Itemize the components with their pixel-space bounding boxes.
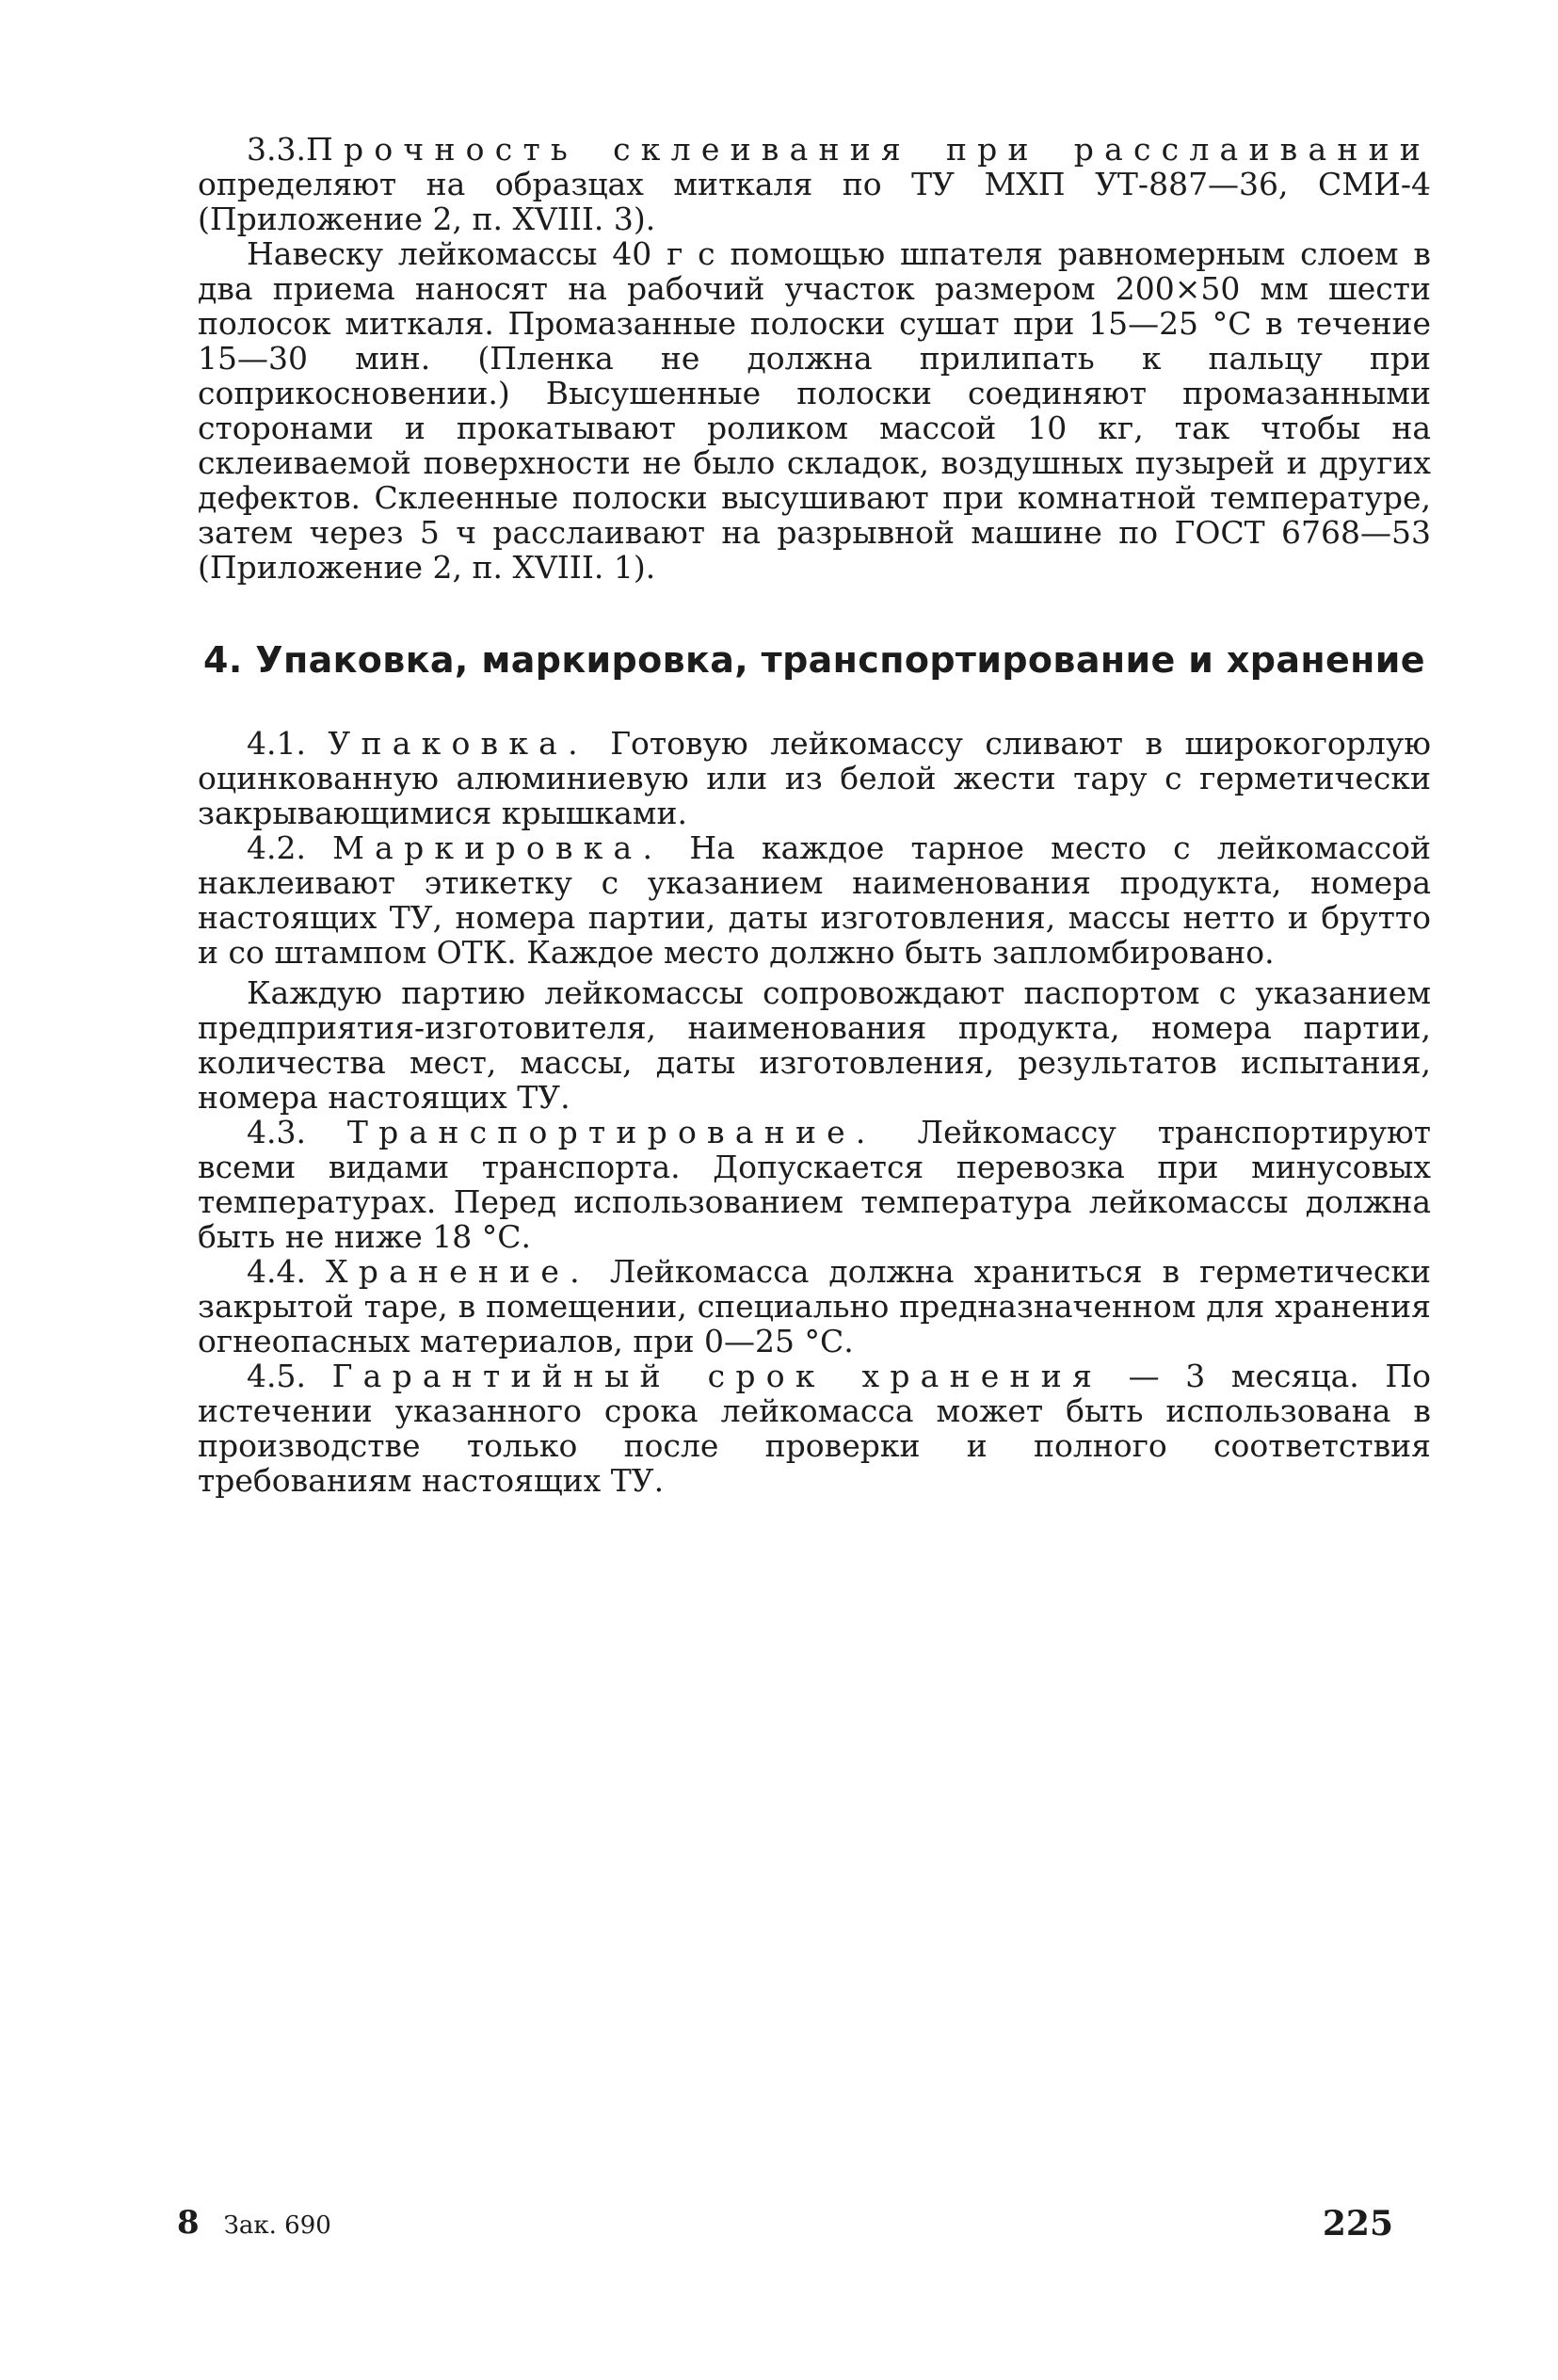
paragraph-4-5 [198,1359,1431,1498]
paragraph-passport: Каждую партию лейкомассы сопровождают паспортом с указанием предприятия-изготовителя, наименования продукта, номера партии, количества мест, массы, даты изготовления, результатов испытания, номера настоящих ТУ. [198,974,1431,1116]
clause-title: Маркировка. [332,829,664,866]
clause-number: 4.3. [247,1114,306,1150]
clause-text: Лейкомассу транспортируют всеми видами транспорта. Допускается перевозка при минусовых температурах. Перед использованием температура лейкомассы должна быть не ниже 18 °С. [198,1114,1431,1255]
paragraph-4-3 [198,1115,1431,1254]
clause-number: 4.5. [247,1358,306,1394]
clause-text: Готовую лейкомассу сливают в широкогорлую оцинкованную алюминиевую или из белой жести тару с герметически закрывающимися крышками. [198,725,1431,831]
clause-number: 3.3. [247,131,306,168]
clause-title: Прочность склеивания при расслаивании [305,131,1431,168]
document-page [198,132,1431,1498]
clause-number: 4.1. [247,725,306,762]
paragraph-3-3-method: Навеску лейкомассы 40 г с помощью шпателя равномерным слоем в два приема наносят на рабочий участок размером 200×50 мм шести полосок миткаля. Промазанные полоски сушат при 15—25 °С в течение 15—30 мин. (Пленка не должна прилипать к пальцу при соприкосновении.) Высушенные полоски соединяют промазанными сторонами и прокатывают роликом массой 10 кг, так чтобы на склеиваемой поверхности не было складок, воздушных пузырей и других дефектов. Склеенные полоски высушивают при комнатной температуре, затем через 5 ч расслаивают на разрывной машине по ГОСТ 6768—53 (Приложение 2, п. XVIII. 1). [198,235,1431,586]
footer-signature [177,2204,331,2242]
clause-text: На каждое тарное место с лейкомассой наклеивают этикетку с указанием наименования продукта, номера настоящих ТУ, номера партии, даты изготовления, массы нетто и брутто и со штампом ОТК. Каждое место должно быть запломбировано. [198,829,1431,971]
clause-title: Гарантийный срок хранения [331,1358,1103,1394]
section-heading: 4. Упаковка, маркировка, транспортирование и хранение [203,639,1425,681]
clause-text: — 3 месяца. По истечении указанного срока лейкомасса может быть использована в производстве только после проверки и полного соответствия требованиям настоящих ТУ. [198,1358,1432,1499]
clause-title: Упаковка. [328,725,588,762]
page-number: 225 [1322,2204,1393,2243]
clause-text: Лейкомасса должна храниться в герметически закрытой таре, в помещении, специально предназначенном для хранения огнеопасных материалов, при 0—25 °С. [198,1253,1431,1359]
clause-number: 4.4. [247,1253,306,1290]
clause-text: определяют на образцах миткаля по ТУ МХП УТ-887—36, СМИ-4 (Приложение 2, п. XVIII. 3). [198,166,1431,237]
paragraph-3-3 [198,132,1431,236]
signature-mark: 8 [177,2204,200,2242]
paragraph-4-2 [198,830,1431,970]
paragraph-4-1 [198,726,1431,830]
paragraph-4-4 [198,1254,1431,1359]
clause-title: Транспортирование. [346,1114,876,1150]
order-number: Зак. 690 [223,2211,331,2240]
clause-title: Хранение. [326,1253,590,1290]
clause-number: 4.2. [247,829,306,866]
